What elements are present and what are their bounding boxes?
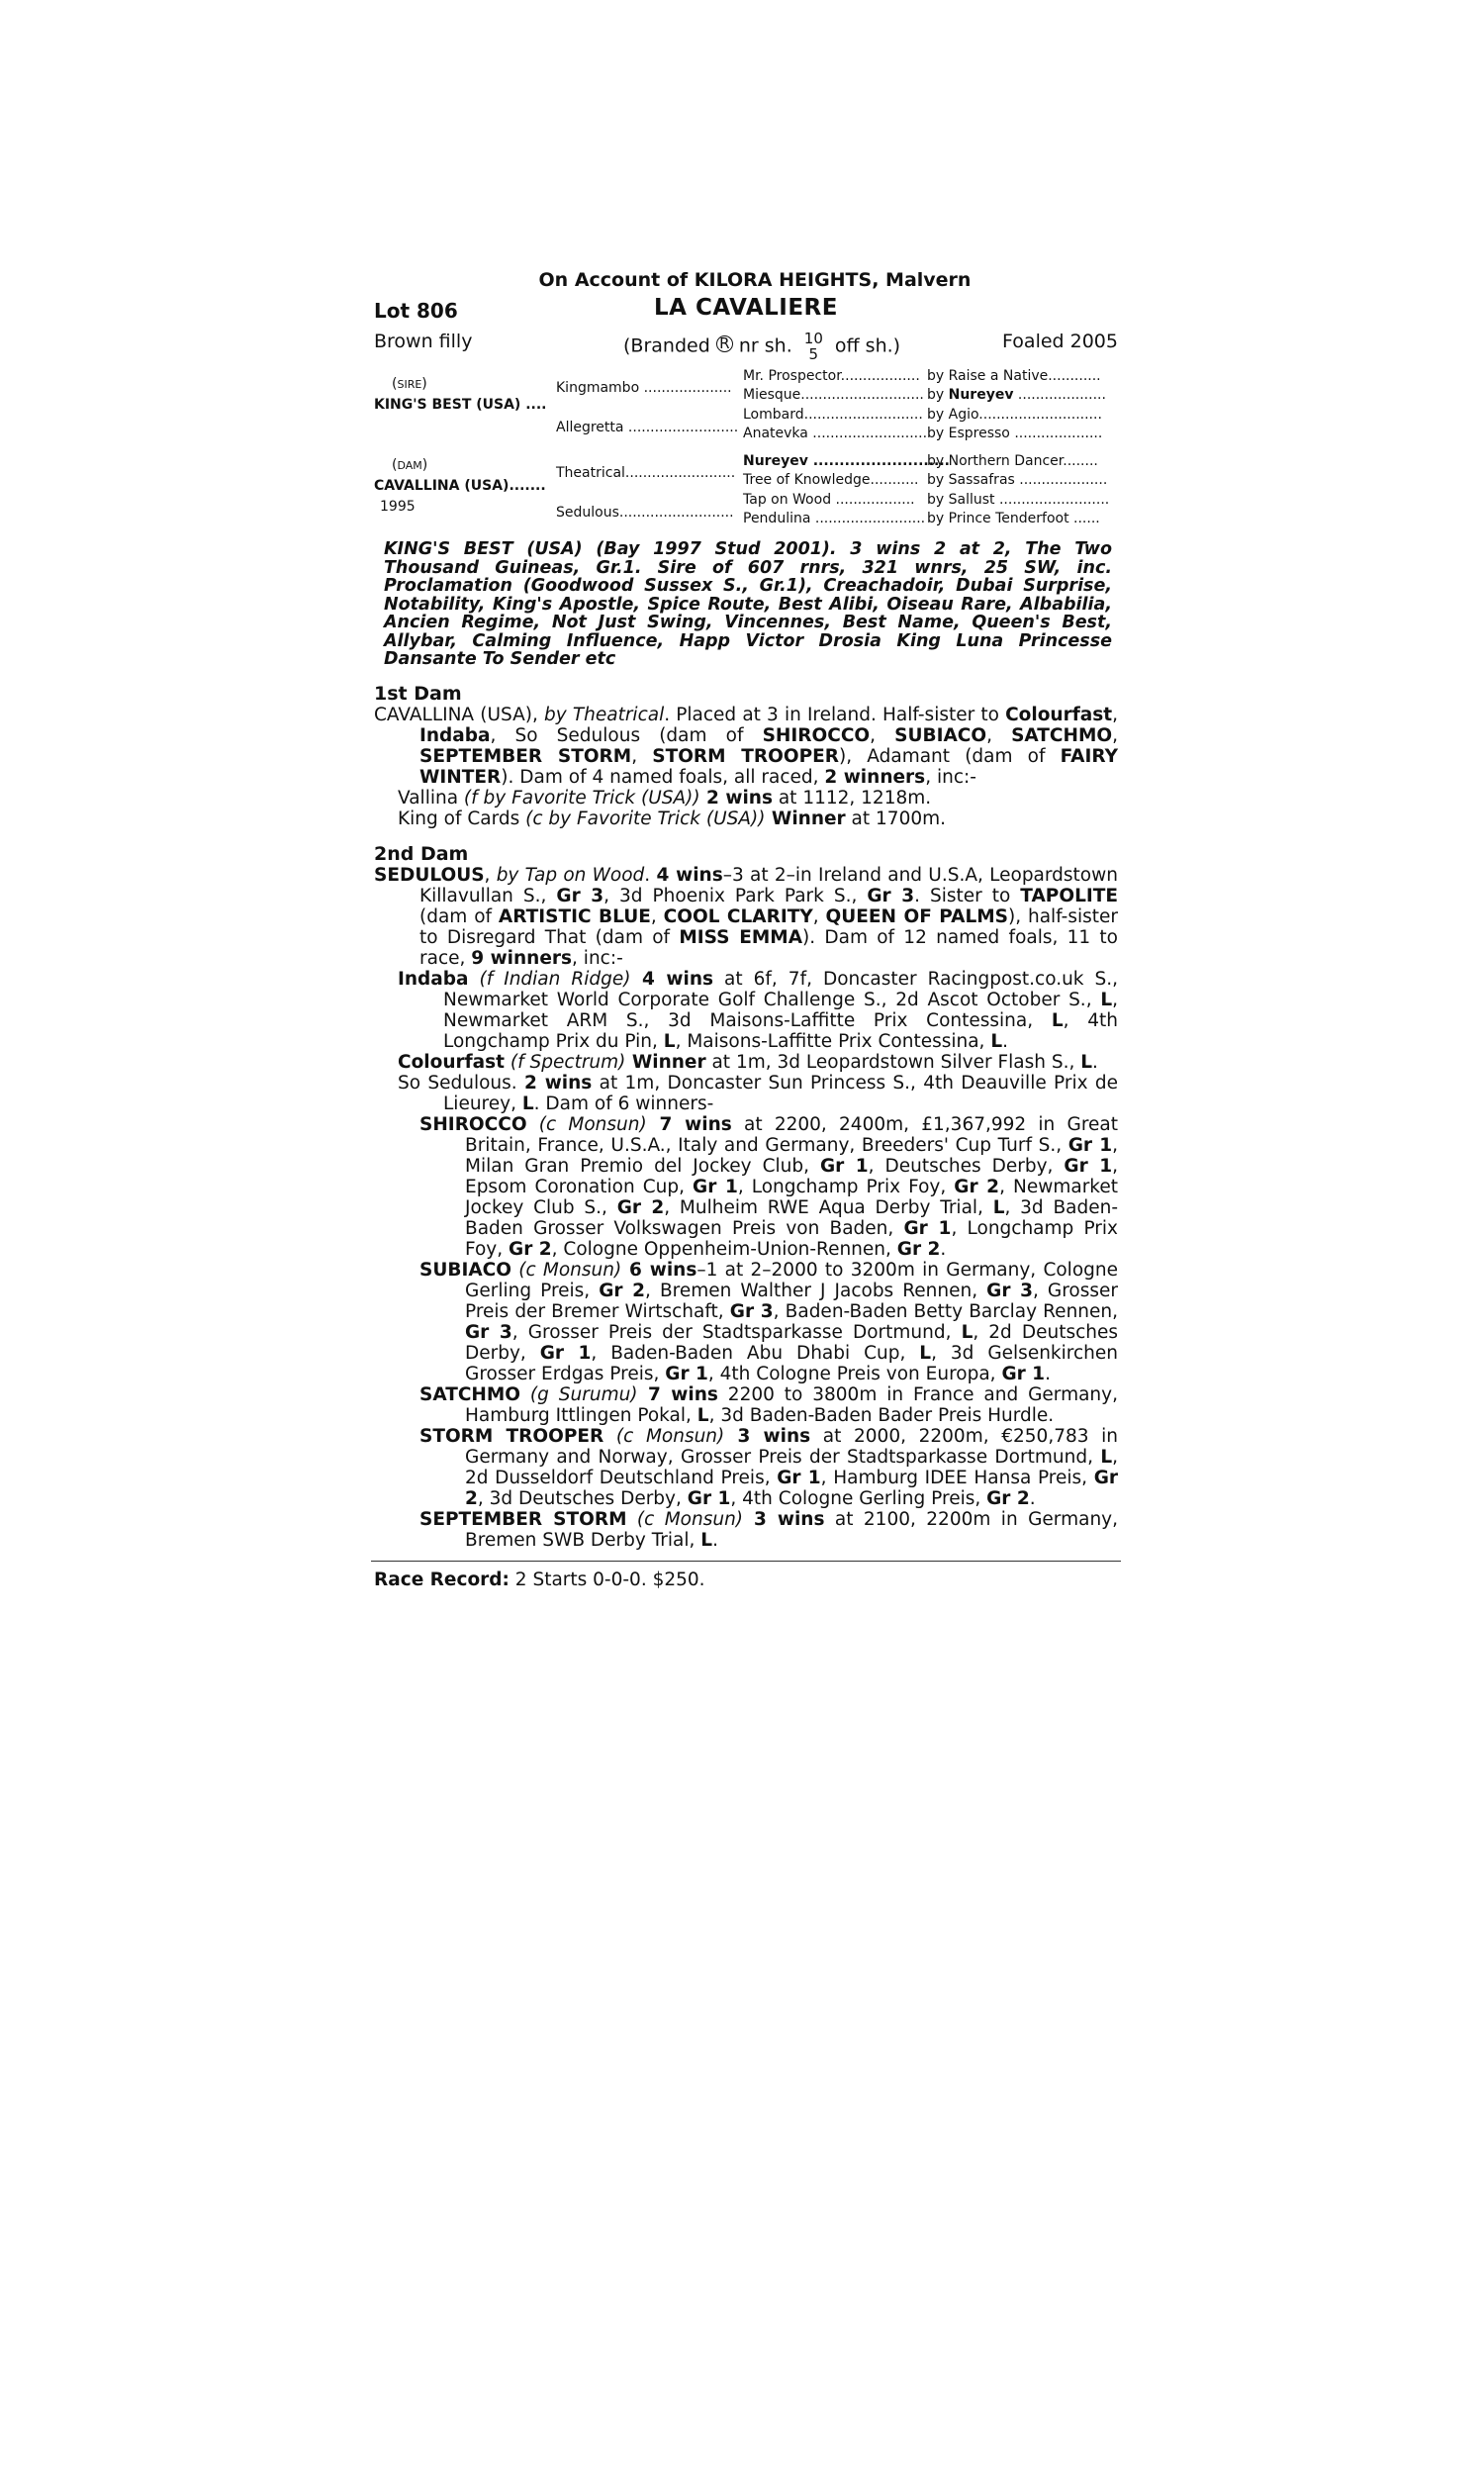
grandprogeny-storm-trooper (374, 1426, 1118, 1509)
catalogue-page (374, 269, 1118, 1590)
sex-colour: Brown filly (374, 331, 473, 352)
emphasis-run: SHIROCCO (419, 1113, 527, 1135)
horse-ref: STORM TROOPER (652, 745, 840, 767)
breeding-run: (g Surumu) (520, 1383, 638, 1405)
text-run: . Dam of 6 winners- (533, 1093, 714, 1114)
text-run: , Baden-Baden Abu Dhabi Cup, (591, 1342, 920, 1364)
text-run: . (712, 1529, 718, 1551)
ped-g3-3: by Agio............................ (927, 407, 1102, 423)
emphasis-run: Gr 1 (903, 1217, 952, 1239)
text-run: at 2100, 2200m in Germany, Bremen SWB Derby Trial, (465, 1508, 1119, 1551)
text-run: , Cologne Oppenheim-Union-Rennen, (551, 1238, 897, 1260)
emphasis-run: Gr 2 (509, 1238, 552, 1260)
foal-name: King of Cards (398, 808, 526, 829)
brand-mark-icon: R (716, 335, 733, 352)
text-run: . (1002, 1030, 1009, 1052)
winners-count: 2 winners (824, 766, 926, 788)
emphasis-run: SUBIACO (419, 1259, 511, 1281)
emphasis-run: L (1100, 989, 1113, 1010)
ped-g2-1: Mr. Prospector.................. (743, 368, 920, 384)
emphasis-run: 7 wins (646, 1113, 732, 1135)
text-run: , (1112, 724, 1118, 746)
ped-g3-4: by Espresso .................... (927, 426, 1103, 441)
emphasis-run: Gr 3 (729, 1300, 774, 1322)
text-run: 2200 to 3800m in France and Germany, Hamburg Ittlingen Pokal, (465, 1383, 1118, 1426)
text-run: –1 at 2–2000 to 3200m in Germany, Cologne Gerling Preis, (465, 1259, 1118, 1301)
ped-g2-4: Anatevka .......................... (743, 426, 928, 441)
text-run: , 2d Deutsches Derby, (465, 1321, 1119, 1364)
text-run: . Sister to (914, 885, 1021, 906)
text-run: ), Adamant (dam of (839, 745, 1061, 767)
wins-count: 4 wins (656, 864, 723, 886)
horse-ref: SATCHMO (1011, 724, 1113, 746)
progeny-colourfast (374, 1052, 1118, 1073)
emphasis-run: Gr 2 (465, 1467, 1118, 1509)
race-record (374, 1570, 1118, 1590)
text-run: . (940, 1238, 947, 1260)
ped-g1-4: Sedulous.......................... (556, 505, 734, 521)
horse-name: LA CAVALIERE (654, 295, 838, 321)
breeding-run: (f Indian Ridge) (468, 968, 631, 990)
horse-ref: SEPTEMBER STORM (419, 745, 632, 767)
text-run: , Milan Gran Premio del Jockey Club, (465, 1134, 1118, 1177)
text-run: , Longchamp Prix Foy, (465, 1217, 1119, 1260)
horse-ref: TAPOLITE (1020, 885, 1119, 906)
emphasis-run: L (1080, 1051, 1093, 1073)
divider (371, 1561, 1121, 1562)
emphasis-run: Gr 1 (1064, 1155, 1113, 1177)
emphasis-run: 7 wins (637, 1383, 718, 1405)
dam-sire-text: by Theatrical (543, 704, 665, 725)
foal-breeding: (f by Favorite Trick (USA)) (463, 787, 700, 809)
sire-summary: KING'S BEST (USA) (Bay 1997 Stud 2001). 3 wins 2 at 2, The Two Thousand Guineas, Gr.1. Sire of 607 rnrs, 321 wnrs, 25 SW, inc. Proclamation (Goodwood Sussex S., Gr.1), Creachadoir, Dubai Surprise, Notability, King's Apostle, Spice Route, Best Alibi, Oiseau Rare, Albabilia, Ancien Regime, Not Just Swing, Vincennes, Best Name, Queen's Best, Allybar, Calming Influence, Happ Victor Drosia King Luna Princesse Dansante To Sender etc (384, 539, 1112, 669)
text-run: at 1m, 3d Leopardstown Silver Flash S., (705, 1051, 1081, 1073)
text-run: , 3d Gelsenkirchen Grosser Erdgas Preis, (465, 1342, 1118, 1384)
emphasis-run: Gr 1 (665, 1363, 708, 1384)
winners-count: 9 winners (471, 947, 573, 969)
horse-ref: Indaba (419, 724, 491, 746)
foal-wins: Winner (765, 808, 846, 829)
foal-wins: 2 wins (699, 787, 773, 809)
brand-num-bottom: 5 (808, 345, 819, 363)
text-run: , Longchamp Prix Foy, (737, 1176, 955, 1197)
text-run: at 6f, 7f, Doncaster Racingpost.co.uk S., Newmarket World Corporate Golf Challenge S., 2d Ascot October S., (443, 968, 1119, 1010)
dam-sire-text: by Tap on Wood (496, 864, 645, 886)
brand-number (804, 331, 823, 362)
foal-entry-king-of-cards (374, 809, 1118, 829)
grandprogeny-september-storm (374, 1509, 1118, 1551)
second-dam-paragraph (374, 865, 1118, 969)
text-run: , Baden-Baden Betty Barclay Rennen, (773, 1300, 1119, 1322)
dam-name-text: SEDULOUS (374, 864, 485, 886)
first-dam-heading: 1st Dam (374, 682, 462, 705)
foal-detail: at 1112, 1218m. (772, 787, 932, 809)
text-run: , 2d Dusseldorf Deutschland Preis, (465, 1446, 1118, 1488)
foal-name: Vallina (398, 787, 464, 809)
horse-ref: ARTISTIC BLUE (498, 905, 651, 927)
emphasis-run: SEPTEMBER STORM (419, 1508, 627, 1530)
ped-g3-1: by Raise a Native............ (927, 368, 1101, 384)
text-run: . Placed at 3 in Ireland. Half-sister to (664, 704, 1006, 725)
ped-g2-6: Tree of Knowledge........... (743, 472, 919, 488)
ped-g2-5: Nureyev .......................... (743, 453, 950, 469)
ped-g3-8: by Prince Tenderfoot ...... (927, 511, 1100, 526)
text-run: , (870, 724, 895, 746)
brand-num-top: 10 (803, 330, 823, 347)
pedigree-table (374, 366, 1118, 530)
emphasis-run: Gr 2 (896, 1238, 941, 1260)
progeny-so-sedulous (374, 1073, 1118, 1114)
text-run: at 1m, Doncaster Sun Princess S., 4th Deauville Prix de Lieurey, (443, 1072, 1118, 1114)
text-run: , 3d Phoenix Park Park S., (603, 885, 868, 906)
ped-g3-6: by Sassafras .................... (927, 472, 1108, 488)
text-run: , inc:- (925, 766, 976, 788)
emphasis-run: 3 wins (743, 1508, 825, 1530)
text-run: , Newmarket ARM S., 3d Maisons-Laffitte Prix Contessina, (443, 989, 1118, 1031)
text-run: , Maisons-Laffitte Prix Contessina, (675, 1030, 991, 1052)
grade: Gr 3 (867, 885, 915, 906)
ped-g2-7: Tap on Wood .................. (743, 492, 915, 508)
horse-ref: QUEEN OF PALMS (825, 905, 1008, 927)
text-run: , 3d Deutsches Derby, (477, 1487, 688, 1509)
ped-g1-2: Allegretta ......................... (556, 420, 739, 435)
text-run: So Sedulous. (398, 1072, 524, 1094)
ped-g2-3: Lombard........................... (743, 407, 923, 423)
text-run: , Mulheim RWE Aqua Derby Trial, (664, 1196, 993, 1218)
text-run: , (986, 724, 1012, 746)
ped-g3-2: by Nureyev .................... (927, 387, 1106, 403)
text-run: –3 at 2–in Ireland and U.S.A, Leopardstown Killavullan S., (419, 864, 1118, 906)
text-run: , Deutsches Derby, (868, 1155, 1065, 1177)
breeding-run: (c Monsun) (526, 1113, 647, 1135)
emphasis-run: L (1100, 1446, 1113, 1468)
text-run: . (644, 864, 657, 886)
text-run: , Grosser Preis der Bremer Wirtschaft, (465, 1280, 1119, 1322)
breeding-run: (c Monsun) (510, 1259, 622, 1281)
text-run: , 4th Cologne Gerling Preis, (730, 1487, 987, 1509)
emphasis-run: Colourfast (398, 1051, 506, 1073)
horse-ref: COOL CLARITY (663, 905, 813, 927)
horse-ref: SUBIACO (894, 724, 987, 746)
emphasis-run: L (992, 1196, 1005, 1218)
text-run: , (484, 864, 497, 886)
text-run: , So Sedulous (dam of (490, 724, 763, 746)
breeding-run: (c Monsun) (626, 1508, 744, 1530)
first-dam-paragraph (374, 705, 1118, 788)
emphasis-run: 3 wins (724, 1425, 811, 1447)
emphasis-run: L (663, 1030, 676, 1052)
emphasis-run: Indaba (398, 968, 469, 990)
emphasis-run: L (919, 1342, 932, 1364)
text-run: (dam of (419, 905, 499, 927)
emphasis-run: Winner (625, 1051, 706, 1073)
text-run: , Bremen Walther J Jacobs Rennen, (645, 1280, 987, 1301)
text-run: , inc:- (572, 947, 623, 969)
emphasis-run: Gr 1 (777, 1467, 821, 1488)
brand-suffix: off sh.) (834, 334, 901, 357)
progeny-indaba (374, 969, 1118, 1052)
text-run: , Epsom Coronation Cup, (465, 1155, 1118, 1197)
emphasis-run: L (521, 1093, 534, 1114)
foal-detail: at 1700m. (845, 808, 947, 829)
breeding-run: (f Spectrum) (505, 1051, 626, 1073)
ped-g2-8: Pendulina ......................... (743, 511, 926, 526)
emphasis-run: L (1051, 1009, 1064, 1031)
text-run: , (1112, 704, 1118, 725)
text-run: , 3d Baden-Baden Grosser Volkswagen Preis von Baden, (465, 1196, 1119, 1239)
emphasis-run: Gr 1 (539, 1342, 592, 1364)
description-row (374, 325, 1118, 364)
grandprogeny-shirocco (374, 1114, 1118, 1260)
emphasis-run: L (700, 1529, 713, 1551)
emphasis-run: Gr 2 (954, 1176, 1000, 1197)
horse-ref: FAIRY WINTER (419, 745, 1118, 788)
foaled-year: Foaled 2005 (1002, 331, 1118, 352)
emphasis-run: Gr 3 (986, 1280, 1033, 1301)
second-dam-heading: 2nd Dam (374, 842, 469, 865)
text-run: . (1092, 1051, 1098, 1073)
text-run: at 2000, 2200m, €250,783 in Germany and Norway, Grosser Preis der Stadtsparkasse Dortmund, (465, 1425, 1119, 1468)
grandprogeny-subiaco (374, 1260, 1118, 1384)
text-run: , 4th Longchamp Prix du Pin, (443, 1009, 1118, 1052)
text-run: ), half-sister to Disregard That (dam of (419, 905, 1119, 948)
ped-g2-2: Miesque............................ (743, 387, 924, 403)
text-run: . (1045, 1363, 1051, 1384)
ped-g3-5: by Northern Dancer........ (927, 453, 1098, 469)
text-run: , Newmarket Jockey Club S., (465, 1176, 1118, 1218)
text-run: at 2200, 2400m, £1,367,992 in Great Britain, France, U.S.A., Italy and Germany, Breeders' Cup Turf S., (465, 1113, 1119, 1156)
emphasis-run: L (961, 1321, 974, 1343)
dam-name: CAVALLINA (USA)....... (374, 478, 546, 494)
text-run: , (650, 905, 664, 927)
emphasis-run: Gr 3 (465, 1321, 512, 1343)
grade: Gr 3 (556, 885, 604, 906)
text-run: , 4th Cologne Preis von Europa, (707, 1363, 1002, 1384)
dam-name-text: CAVALLINA (USA), (374, 704, 544, 725)
lot-number: Lot 806 (374, 299, 458, 323)
horse-ref: MISS EMMA (679, 926, 803, 948)
text-run: , (631, 745, 653, 767)
foal-breeding: (c by Favorite Trick (USA)) (525, 808, 766, 829)
brand-prefix: (Branded (623, 334, 710, 357)
sire-name: KING'S BEST (USA) .... (374, 397, 547, 413)
text-run: . (1029, 1487, 1036, 1509)
text-run: , 3d Baden-Baden Bader Preis Hurdle. (708, 1404, 1055, 1426)
emphasis-run: L (990, 1030, 1003, 1052)
emphasis-run: 6 wins (621, 1259, 697, 1281)
emphasis-run: Gr 1 (819, 1155, 869, 1177)
ped-g1-3: Theatrical......................... (556, 465, 736, 481)
emphasis-run: Gr 2 (986, 1487, 1030, 1509)
emphasis-run: Gr 1 (687, 1487, 731, 1509)
dam-year: 1995 (380, 499, 416, 515)
vendor-line: On Account of KILORA HEIGHTS, Malvern (538, 269, 972, 291)
ped-g3-7: by Sallust ......................... (927, 492, 1110, 508)
text-run: , (812, 905, 826, 927)
emphasis-run: Gr 2 (616, 1196, 665, 1218)
dam-label: (DAM) (392, 457, 428, 473)
text-run: , Grosser Preis der Stadtsparkasse Dortmund, (511, 1321, 962, 1343)
emphasis-run: 4 wins (630, 968, 714, 990)
emphasis-run: STORM TROOPER (419, 1425, 604, 1447)
emphasis-run: L (696, 1404, 709, 1426)
lot-row (374, 295, 1118, 325)
foal-entry-vallina (374, 788, 1118, 809)
ped-g1-1: Kingmambo .................... (556, 380, 732, 396)
horse-ref: Colourfast (1005, 704, 1113, 725)
emphasis-run: Gr 2 (599, 1280, 646, 1301)
race-record-value: 2 Starts 0-0-0. $250. (509, 1569, 705, 1590)
horse-ref: SHIROCCO (762, 724, 871, 746)
sire-label: (SIRE) (392, 376, 427, 392)
breeding-run: (c Monsun) (603, 1425, 725, 1447)
emphasis-run: Gr 1 (1001, 1363, 1046, 1384)
emphasis-run: Gr 1 (1067, 1134, 1113, 1156)
emphasis-run: SATCHMO (419, 1383, 521, 1405)
brand-info (623, 331, 900, 362)
text-run: ). Dam of 12 named foals, 11 to race, (419, 926, 1119, 969)
brand-mid: nr sh. (738, 334, 792, 357)
grandprogeny-satchmo (374, 1384, 1118, 1426)
race-record-label: Race Record: (374, 1569, 510, 1590)
text-run: , Hamburg IDEE Hansa Preis, (820, 1467, 1094, 1488)
emphasis-run: 2 wins (523, 1072, 593, 1094)
text-run: ). Dam of 4 named foals, all raced, (501, 766, 825, 788)
emphasis-run: Gr 1 (693, 1176, 738, 1197)
